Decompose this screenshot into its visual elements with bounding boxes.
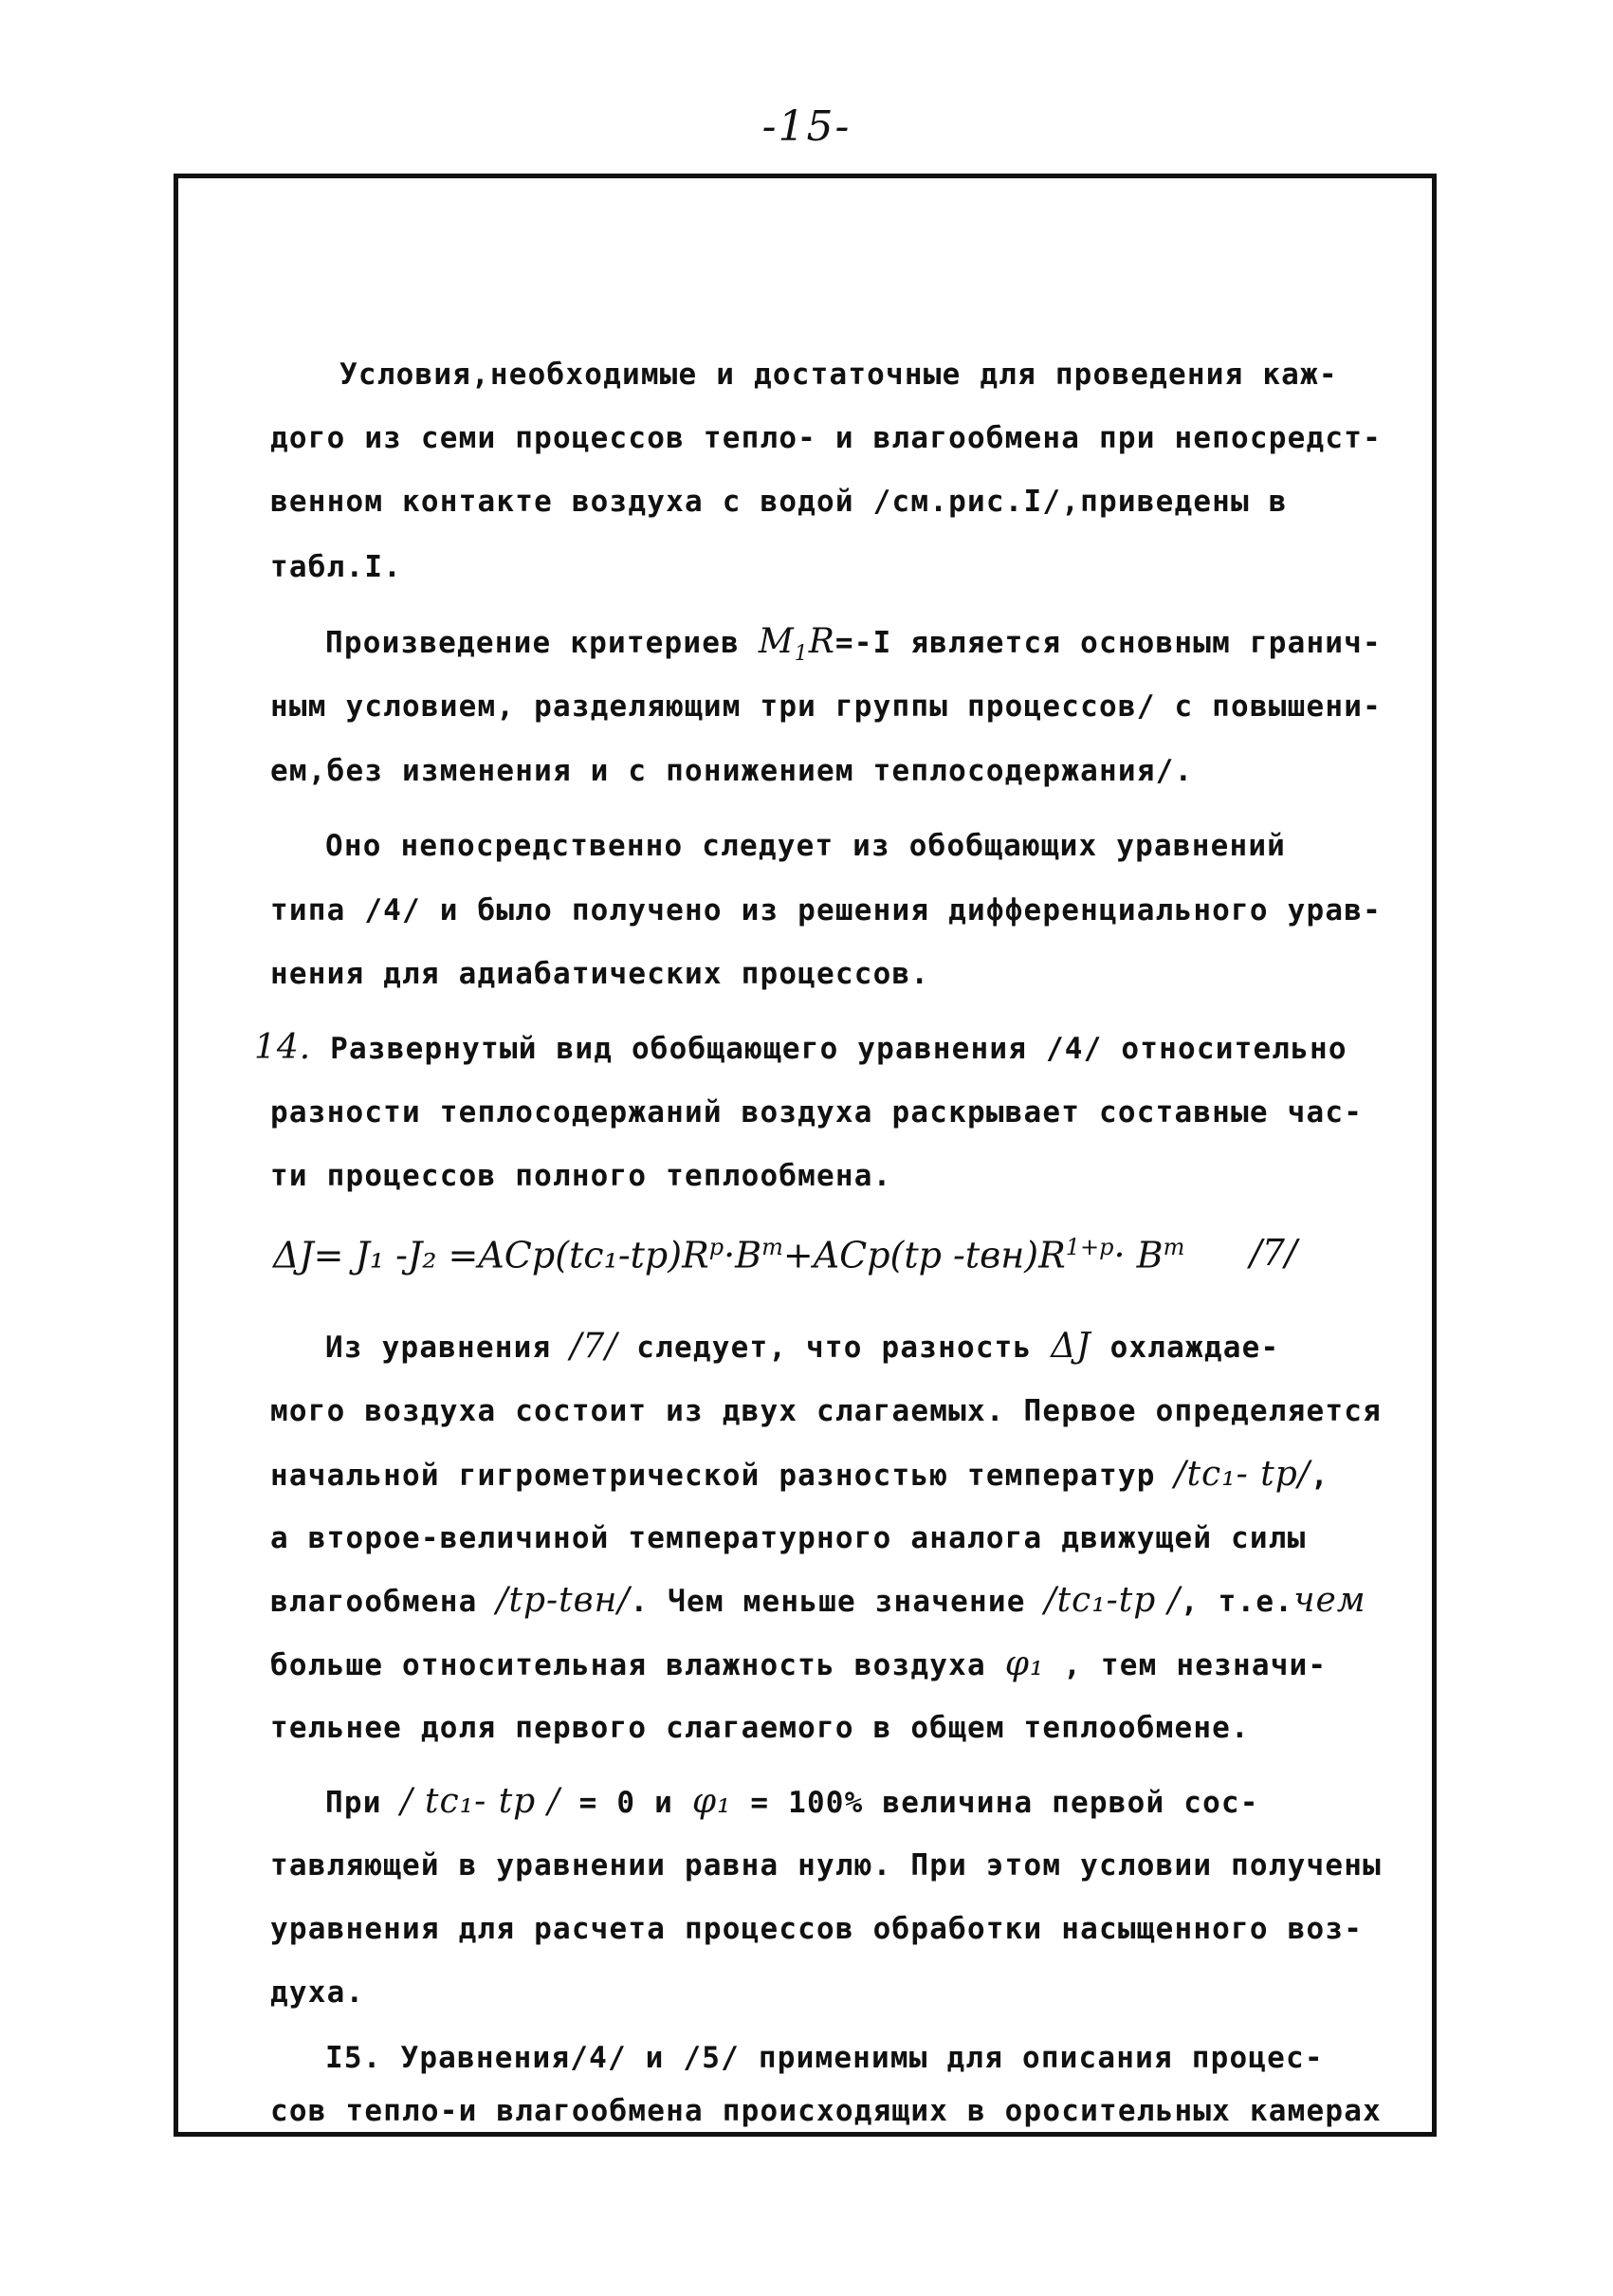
text-line: дого из семи процессов тепло- и влагообмена при непосредст- bbox=[270, 421, 1382, 455]
text-line: ти процессов полного теплообмена. bbox=[270, 1159, 892, 1193]
text-line bbox=[325, 1783, 1259, 1822]
handwritten-delta-j: ΔJ bbox=[1051, 1327, 1091, 1366]
text-line: табл.I. bbox=[270, 550, 403, 584]
text-segment: . Чем меньше значение bbox=[630, 1585, 1045, 1619]
text-segment: , тем незначи- bbox=[1044, 1648, 1328, 1682]
formula-7 bbox=[273, 1223, 1184, 1279]
text-line: тавляющей в уравнении равна нулю. При этом условии получены bbox=[270, 1848, 1382, 1883]
formula-number: /7/ bbox=[1250, 1232, 1297, 1274]
text-segment: = 0 и bbox=[559, 1786, 692, 1820]
text-line: типа /4/ и было получено из решения дифференциального урав- bbox=[270, 893, 1382, 928]
text-line bbox=[270, 1456, 1329, 1495]
text-line bbox=[325, 623, 1382, 673]
formula-text: ΔJ= J₁ -J₂ =ACp(tc₁-tp)R bbox=[273, 1234, 709, 1277]
handwritten-phi: φ₁ bbox=[1004, 1644, 1045, 1683]
text-line: Оно непосредственно следует из обобщающих уравнений bbox=[325, 829, 1287, 863]
text-line: I5. Уравнения/4/ и /5/ применимы для описания процес- bbox=[325, 2041, 1324, 2075]
formula-exponent: 1+p bbox=[1065, 1234, 1114, 1260]
handwritten-expression: /tc₁- tp/ bbox=[1174, 1455, 1311, 1494]
page-frame bbox=[174, 174, 1437, 2137]
text-line: мого воздуха состоит из двух слагаемых. Первое определяется bbox=[270, 1394, 1382, 1428]
formula-text: +ACp(tp -tвн)R bbox=[782, 1234, 1066, 1277]
formula-exponent: p bbox=[708, 1234, 724, 1260]
text-segment: влагообмена bbox=[270, 1585, 497, 1619]
text-line: Условия,необходимые и достаточные для проведения каж- bbox=[339, 358, 1338, 392]
handwritten-expression: / tc₁- tp / bbox=[400, 1782, 560, 1821]
formula-text: · B bbox=[1113, 1234, 1164, 1277]
formula-text: ·B bbox=[724, 1234, 762, 1277]
text-line: ем,без изменения и с понижением теплосодержания/. bbox=[270, 754, 1194, 788]
handwritten-word: чем bbox=[1293, 1581, 1366, 1620]
text-line bbox=[270, 1645, 1327, 1684]
text-segment: При bbox=[325, 1786, 401, 1820]
text-segment: следует, что разность bbox=[617, 1331, 1052, 1365]
handwritten-expression: /tp-tвн/ bbox=[496, 1581, 631, 1620]
text-segment: охлаждае- bbox=[1091, 1331, 1280, 1365]
text-line bbox=[270, 1582, 1366, 1621]
text-segment: , bbox=[1310, 1459, 1329, 1493]
text-line: уравнения для расчета процессов обработки насыщенного воз- bbox=[270, 1912, 1364, 1946]
text-segment: начальной гигрометрической разностью температур bbox=[270, 1459, 1175, 1493]
text-segment: , т.е. bbox=[1180, 1585, 1294, 1619]
handwritten-item-number: 14. bbox=[254, 1028, 312, 1067]
text-line: разности теплосодержаний воздуха раскрывает составные час- bbox=[270, 1095, 1364, 1130]
text-line: нения для адиабатических процессов. bbox=[270, 957, 930, 991]
text-line: а второе-величиной температурного аналога движущей силы bbox=[270, 1521, 1307, 1555]
text-segment: больше относительная влажность воздуха bbox=[270, 1648, 1005, 1682]
text-segment: Из уравнения bbox=[325, 1331, 571, 1365]
text-segment: =-I является основным гранич- bbox=[834, 626, 1382, 660]
text-line: ным условием, разделяющим три группы процессов/ с повышени- bbox=[270, 689, 1382, 724]
text-line: тельнее доля первого слагаемого в общем теплообмене. bbox=[270, 1711, 1250, 1745]
text-segment: = 100% величина первой сос- bbox=[731, 1786, 1259, 1820]
handwritten-ref: /7/ bbox=[570, 1327, 618, 1366]
formula-exponent: m bbox=[1163, 1234, 1185, 1260]
handwritten-expression: /tc₁-tp / bbox=[1044, 1581, 1181, 1620]
handwritten-phi: φ₁ bbox=[691, 1782, 732, 1821]
formula-exponent: m bbox=[761, 1234, 783, 1260]
text-line: венном контакте воздуха с водой /см.рис.I/,приведены в bbox=[270, 485, 1288, 519]
text-segment: Развернутый вид обобщающего уравнения /4/ относительно bbox=[311, 1032, 1347, 1066]
text-line: духа. bbox=[270, 1975, 365, 2010]
text-line: сов тепло-и влагообмена происходящих в оросительных камерах bbox=[270, 2094, 1382, 2128]
handwritten-criterion: $M_1R$ bbox=[758, 622, 835, 667]
page-number: -15- bbox=[761, 102, 852, 151]
text-segment: Произведение критериев bbox=[325, 626, 759, 660]
text-line bbox=[254, 1029, 1347, 1068]
text-line bbox=[325, 1328, 1279, 1367]
